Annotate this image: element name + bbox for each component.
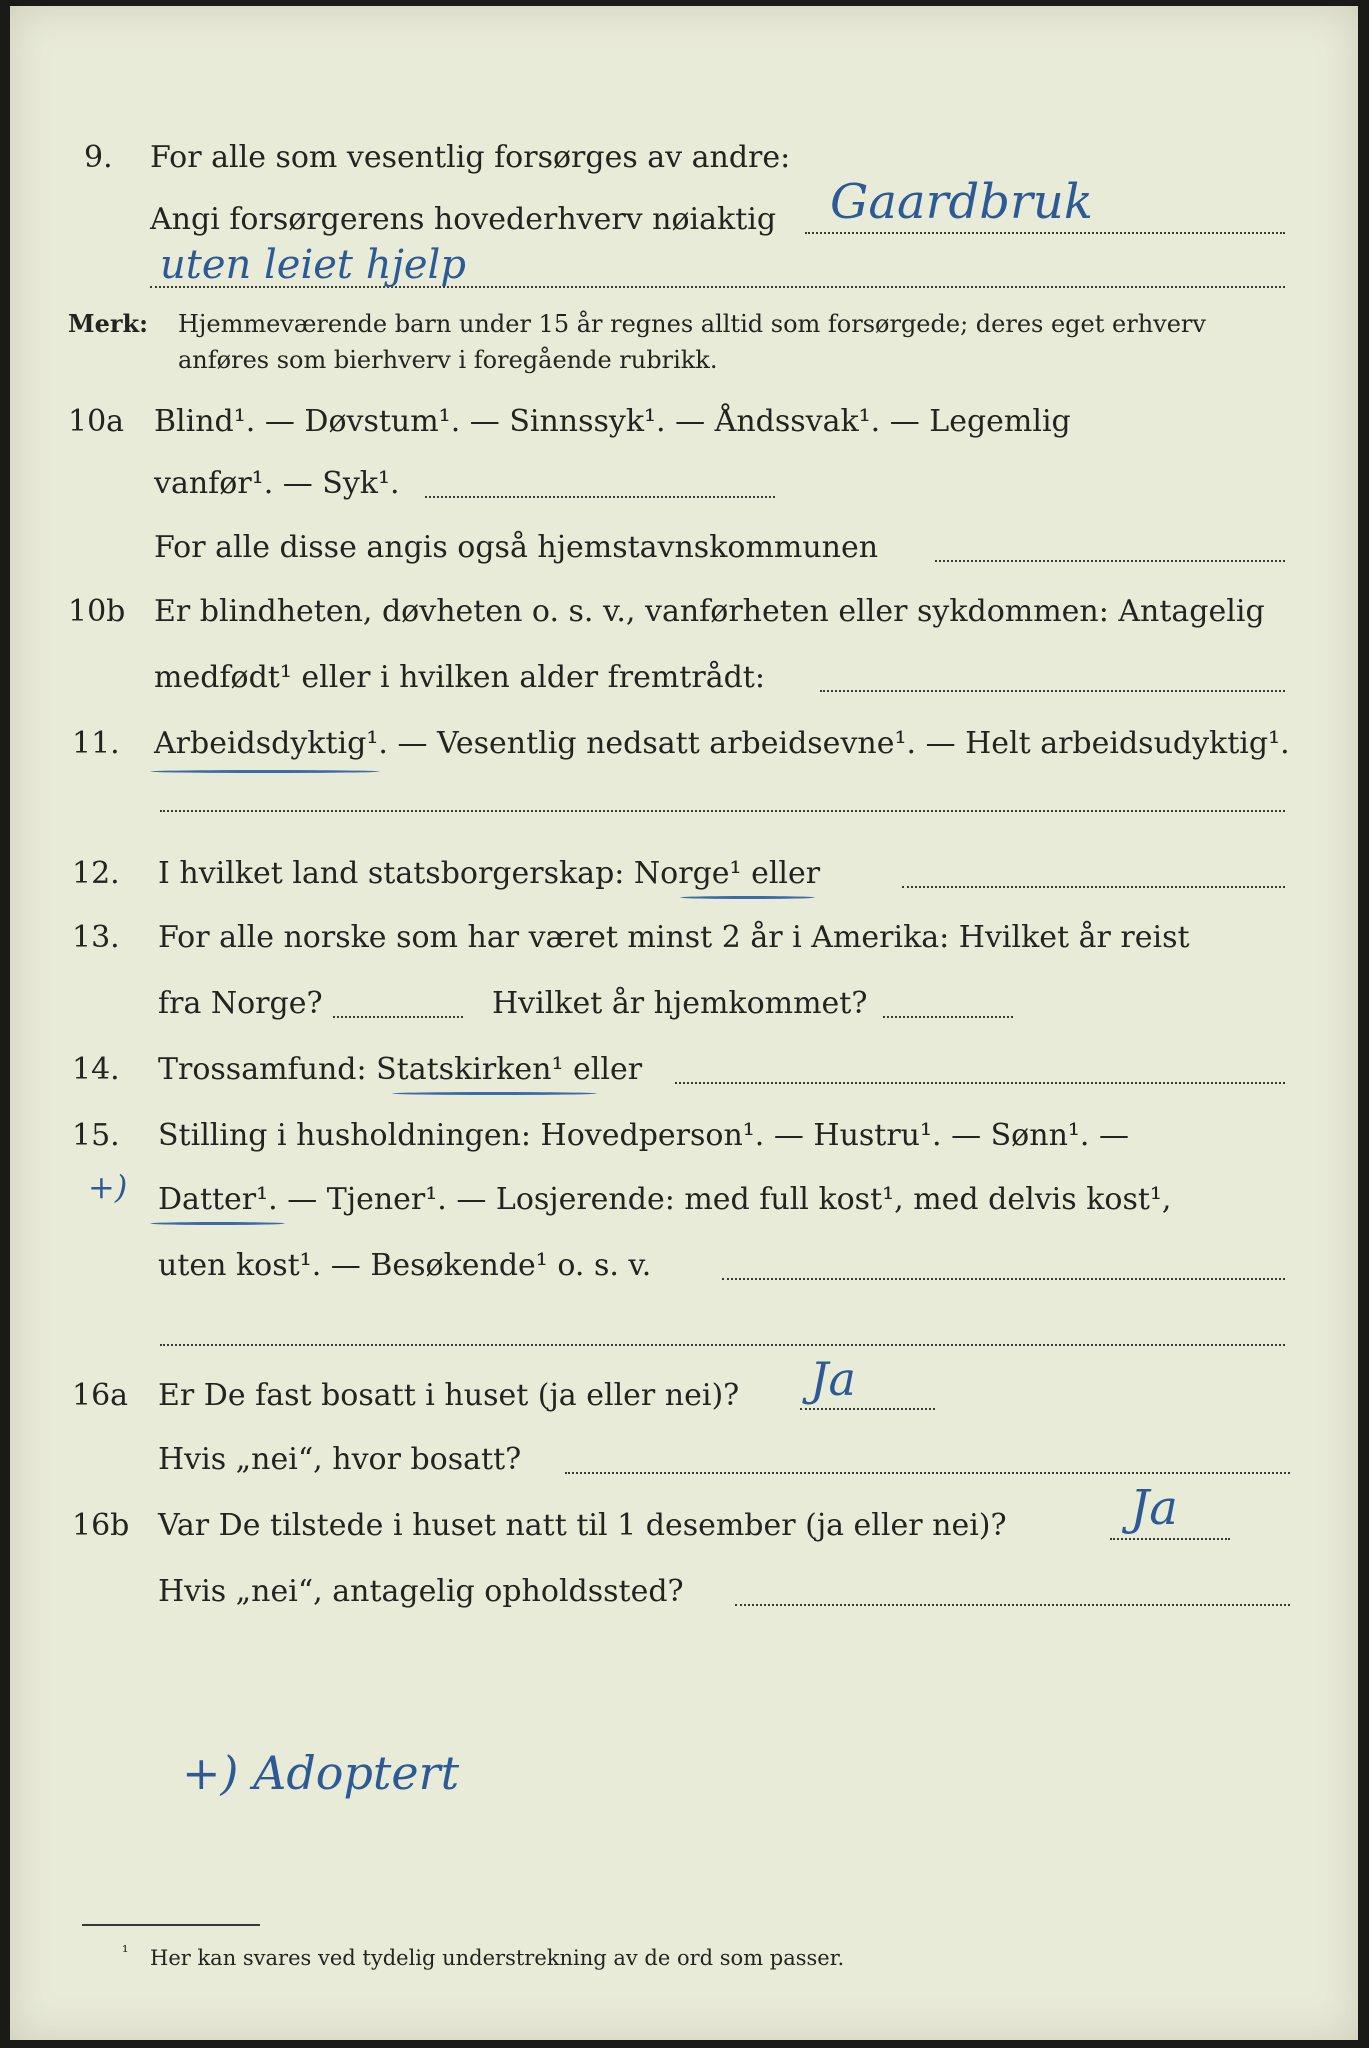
- question-11-row: [10, 722, 1358, 766]
- question-15-row-4: [10, 1310, 1358, 1354]
- question-16b-row-2: [10, 1570, 1358, 1614]
- handwritten-answer: uten leiet hjelp: [160, 242, 466, 288]
- question-text: Datter¹. — Tjener¹. — Losjerende: med full kost¹, med delvis kost¹,: [158, 1182, 1172, 1217]
- answer-line: [935, 560, 1285, 562]
- underline-mark: [680, 896, 815, 899]
- answer-line: [805, 232, 1285, 234]
- question-text: Er blindheten, døvheten o. s. v., vanførheten eller sykdommen: Antagelig: [154, 594, 1265, 629]
- question-text: I hvilket land statsborgerskap: Norge¹ eller: [158, 856, 821, 891]
- question-number: 16a: [72, 1378, 129, 1413]
- census-form-page: [10, 6, 1358, 2040]
- answer-line: [735, 1604, 1290, 1606]
- answer-line: [883, 1016, 1013, 1018]
- answer-line: [565, 1472, 1290, 1474]
- footnote-mark: ¹: [122, 1942, 129, 1961]
- answer-line: [675, 1082, 1285, 1084]
- question-11-row-2: [10, 776, 1358, 820]
- footnote-text: Her kan svares ved tydelig understrekning av de ord som passer.: [150, 1946, 845, 1970]
- question-text: Blind¹. — Døvstum¹. — Sinnssyk¹. — Åndssvak¹. — Legemlig: [154, 404, 1071, 439]
- question-number: 10b: [68, 594, 126, 629]
- question-text: Arbeidsdyktig¹. — Vesentlig nedsatt arbeidsevne¹. — Helt arbeidsudyktig¹.: [154, 726, 1290, 761]
- question-10a-row-3: [10, 526, 1358, 570]
- question-number: 12.: [72, 856, 120, 891]
- question-text: Trossamfund: Statskirken¹ eller: [158, 1052, 643, 1087]
- question-10b-row-2: [10, 656, 1358, 700]
- question-number: 10a: [68, 404, 125, 439]
- underline-mark: [150, 770, 380, 773]
- note-text: anføres som bierhverv i foregående rubrikk.: [178, 346, 718, 374]
- question-10a-row: [10, 400, 1358, 444]
- question-number: 15.: [72, 1118, 120, 1153]
- question-15-row-3: [10, 1244, 1358, 1288]
- note-text: Hjemmeværende barn under 15 år regnes alltid som forsørgede; deres eget erhverv: [178, 310, 1206, 338]
- underline-mark: [150, 1222, 285, 1225]
- question-16a-row-2: [10, 1438, 1358, 1482]
- question-number: 14.: [72, 1052, 120, 1087]
- answer-line: [722, 1278, 1285, 1280]
- footnote-rule: [82, 1924, 260, 1926]
- handwritten-note: +) Adoptert: [182, 1746, 460, 1800]
- question-number: 11.: [72, 726, 120, 761]
- question-text: Er De fast bosatt i huset (ja eller nei)?: [158, 1378, 740, 1413]
- question-number: 13.: [72, 920, 120, 955]
- footnote-row: [10, 1936, 1358, 1980]
- handwritten-answer: Ja: [1130, 1480, 1178, 1536]
- question-number: 16b: [72, 1508, 130, 1543]
- question-13-row: [10, 916, 1358, 960]
- question-15-row-2: [10, 1178, 1358, 1222]
- question-number: 9.: [84, 140, 113, 175]
- answer-line: [160, 1344, 1285, 1346]
- question-text: fra Norge?: [158, 986, 323, 1021]
- question-text: Var De tilstede i huset natt til 1 desember (ja eller nei)?: [158, 1508, 1007, 1543]
- question-text: For alle norske som har været minst 2 år i Amerika: Hvilket år reist: [158, 920, 1190, 955]
- question-text: Hvis „nei“, hvor bosatt?: [158, 1442, 522, 1477]
- question-text: vanfør¹. — Syk¹.: [154, 466, 400, 501]
- answer-line: [820, 690, 1285, 692]
- answer-line: [902, 886, 1285, 888]
- question-16a-row: [10, 1374, 1358, 1418]
- handwritten-answer: Ja: [810, 1352, 856, 1406]
- question-13-row-2: [10, 982, 1358, 1026]
- handwritten-mark: +): [88, 1168, 128, 1206]
- question-12-row: [10, 852, 1358, 896]
- question-text: medfødt¹ eller i hvilken alder fremtrådt:: [154, 660, 765, 695]
- question-10b-row: [10, 590, 1358, 634]
- handwritten-answer: Gaardbruk: [830, 174, 1093, 230]
- question-text: Angi forsørgerens hovederhverv nøiaktig: [150, 202, 777, 237]
- answer-line: [1110, 1538, 1230, 1540]
- question-14-row: [10, 1048, 1358, 1092]
- question-text: uten kost¹. — Besøkende¹ o. s. v.: [158, 1248, 652, 1283]
- note-row-2: [10, 338, 1358, 382]
- note-label: Merk:: [68, 309, 148, 338]
- answer-line: [425, 496, 775, 498]
- answer-line: [800, 1408, 935, 1410]
- question-9-row: [10, 136, 1358, 180]
- answer-line: [333, 1016, 463, 1018]
- question-text: Stilling i husholdningen: Hovedperson¹. — Hustru¹. — Sønn¹. —: [158, 1118, 1129, 1153]
- question-9-row-2: [10, 198, 1358, 242]
- question-15-row: [10, 1114, 1358, 1158]
- question-text: Hvis „nei“, antagelig opholdssted?: [158, 1574, 684, 1609]
- underline-mark: [392, 1092, 597, 1095]
- question-text: For alle disse angis også hjemstavnskommunen: [154, 530, 879, 565]
- question-10a-row-2: [10, 462, 1358, 506]
- question-text: Hvilket år hjemkommet?: [492, 986, 868, 1021]
- question-text: For alle som vesentlig forsørges av andre:: [150, 140, 791, 175]
- answer-line: [160, 810, 1285, 812]
